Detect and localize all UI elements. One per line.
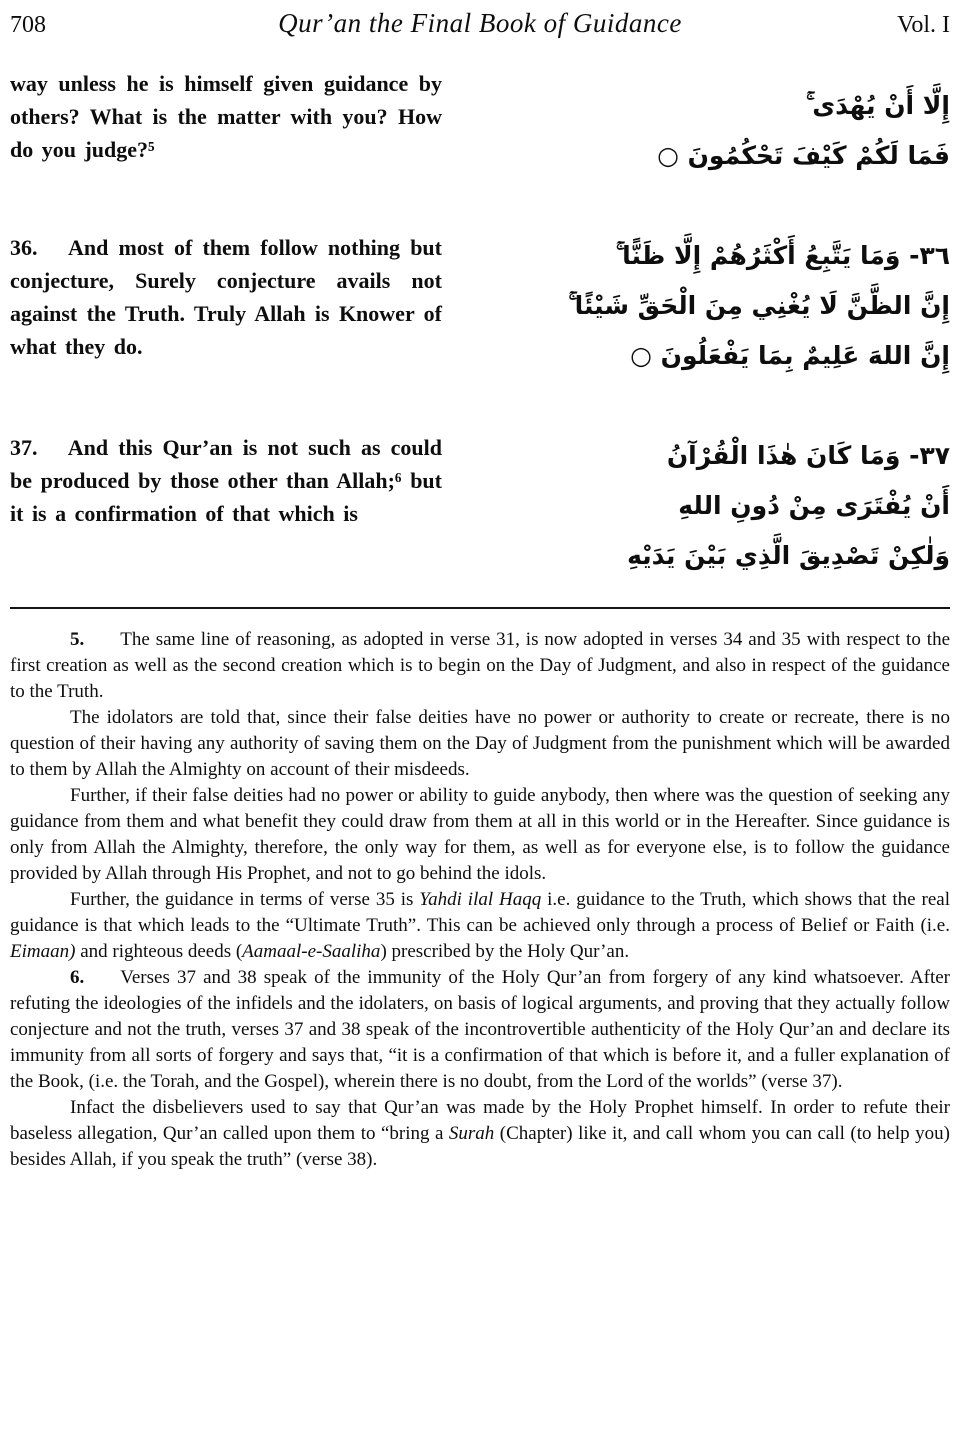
arabic-verse-line: ٣٧- وَمَا كَانَ هٰذَا الْقُرْآنُ	[666, 441, 950, 470]
footnote-text: The idolators are told that, since their false deities have no power or authority to create or recreate, there is no question of their having any authority of saving them on the Day of Judgment from the punishment which will be awarded to them by Allah the Almighty on account of their misdeeds.	[10, 707, 950, 780]
arabic-verse-line: أَنْ يُفْتَرَى مِنْ دُونِ اللهِ	[678, 491, 950, 520]
verse-english-text: way unless he is himself given guidance by others? What is the matter with you? How do you judge?⁵	[10, 71, 442, 162]
footnote-paragraph	[10, 705, 950, 783]
footnote-text: Infact the disbelievers used to say that Qur’an was made by the Holy Prophet himself. In order to refute their baseless allegation, Qur’an called upon them to “bring a	[10, 1097, 950, 1144]
book-title: Qur’an the Final Book of Guidance	[278, 8, 682, 38]
verse-row	[10, 431, 950, 581]
footnote-paragraph	[10, 1095, 950, 1173]
arabic-verse-line: وَلٰكِنْ تَصْدِيقَ الَّذِي بَيْنَ يَدَيْهِ	[627, 541, 950, 570]
footnote-text: Aamaal-e-Saaliha	[242, 941, 381, 962]
footnote-text: ) prescribed by the Holy Qur’an.	[380, 941, 630, 962]
footnote-text: Further, the guidance in terms of verse 35 is	[70, 889, 420, 910]
footnote-text: i.e. guidance to the Truth, which shows that the real guidance is that which leads to the “Ultimate Truth”. This can be achieved only through a process of Belief or Faith (i.e.	[10, 889, 950, 936]
footnote-text: (Chapter) like it, and call whom you can call (to help you) besides Allah, if you speak the truth” (verse 38).	[10, 1123, 950, 1170]
verse-row	[10, 67, 950, 181]
verses-section	[10, 67, 950, 581]
footnote-paragraph	[10, 627, 950, 705]
page-header	[10, 8, 950, 39]
verse-arabic-text	[472, 81, 950, 181]
footnote-text: Further, if their false deities had no power or ability to guide anybody, then where was the question of seeking any guidance from them and what benefit they could draw from them at all in this world or in the Hereafter. Since guidance is only from Allah the Almighty, therefore, the only way for them, as well as for everyone else, is to follow the guidance provided by Allah through His Prophet, and not to go behind the idols.	[10, 785, 950, 884]
verse-row	[10, 231, 950, 381]
footnote-number: 5.	[70, 629, 85, 650]
footnote-text: Verses 37 and 38 speak of the immunity of the Holy Qur’an from forgery of any kind whatsoever. After refuting the ideologies of the infidels and the idolaters, on basis of logical arguments, and proving that they actually follow conjecture and not the truth, verses 37 and 38 speak of the incontrovertible authenticity of the Holy Qur’an and declare its immunity from all sorts of forgery and says that, “it is a confirmation of that which is before it, and a fuller explanation of the Book, (i.e. the Torah, and the Gospel), wherein there is no doubt, from the Lord of the worlds” (verse 37).	[10, 967, 950, 1092]
footnote-paragraph	[10, 965, 950, 1095]
arabic-verse-line: إِلَّا أَنْ يُهْدَى ۚ	[806, 91, 950, 120]
section-divider	[10, 607, 950, 609]
verse-english-text: 37. And this Qur’an is not such as could be produced by those other than Allah;⁶ but it is a confirmation of that which is	[10, 435, 442, 526]
footnote-paragraph	[10, 783, 950, 887]
page-number: 708	[10, 12, 46, 38]
footnote-text: Yahdi ilal Haqq	[419, 889, 542, 910]
footnote-text: The same line of reasoning, as adopted in verse 31, is now adopted in verses 34 and 35 with respect to the first creation as well as the second creation which is to begin on the Day of Judgment, and also in respect of the guidance to the Truth.	[10, 629, 950, 702]
arabic-verse-line: ٣٦- وَمَا يَتَّبِعُ أَكْثَرُهُمْ إِلَّا ظَنًّا ۚ	[615, 241, 950, 270]
footnotes-section	[10, 627, 950, 1173]
footnote-text: and righteous deeds (	[75, 941, 243, 962]
verse-arabic-text	[472, 431, 950, 581]
arabic-verse-line: إِنَّ اللهَ عَلِيمٌ بِمَا يَفْعَلُونَ ○	[630, 341, 950, 370]
footnote-text: Eimaan)	[10, 941, 76, 962]
footnote-text: Surah	[448, 1123, 495, 1144]
verse-arabic-text	[472, 231, 950, 381]
arabic-verse-line: إِنَّ الظَّنَّ لَا يُغْنِي مِنَ الْحَقِّ شَيْئًا ۚ	[568, 291, 950, 320]
volume-label: Vol. I	[897, 12, 950, 38]
arabic-verse-line: فَمَا لَكُمْ كَيْفَ تَحْكُمُونَ ○	[657, 141, 950, 170]
footnote-paragraph	[10, 887, 950, 965]
footnote-number: 6.	[70, 967, 85, 988]
verse-english-text: 36. And most of them follow nothing but conjecture, Surely conjecture avails not against the Truth. Truly Allah is Knower of what they do.	[10, 235, 442, 359]
